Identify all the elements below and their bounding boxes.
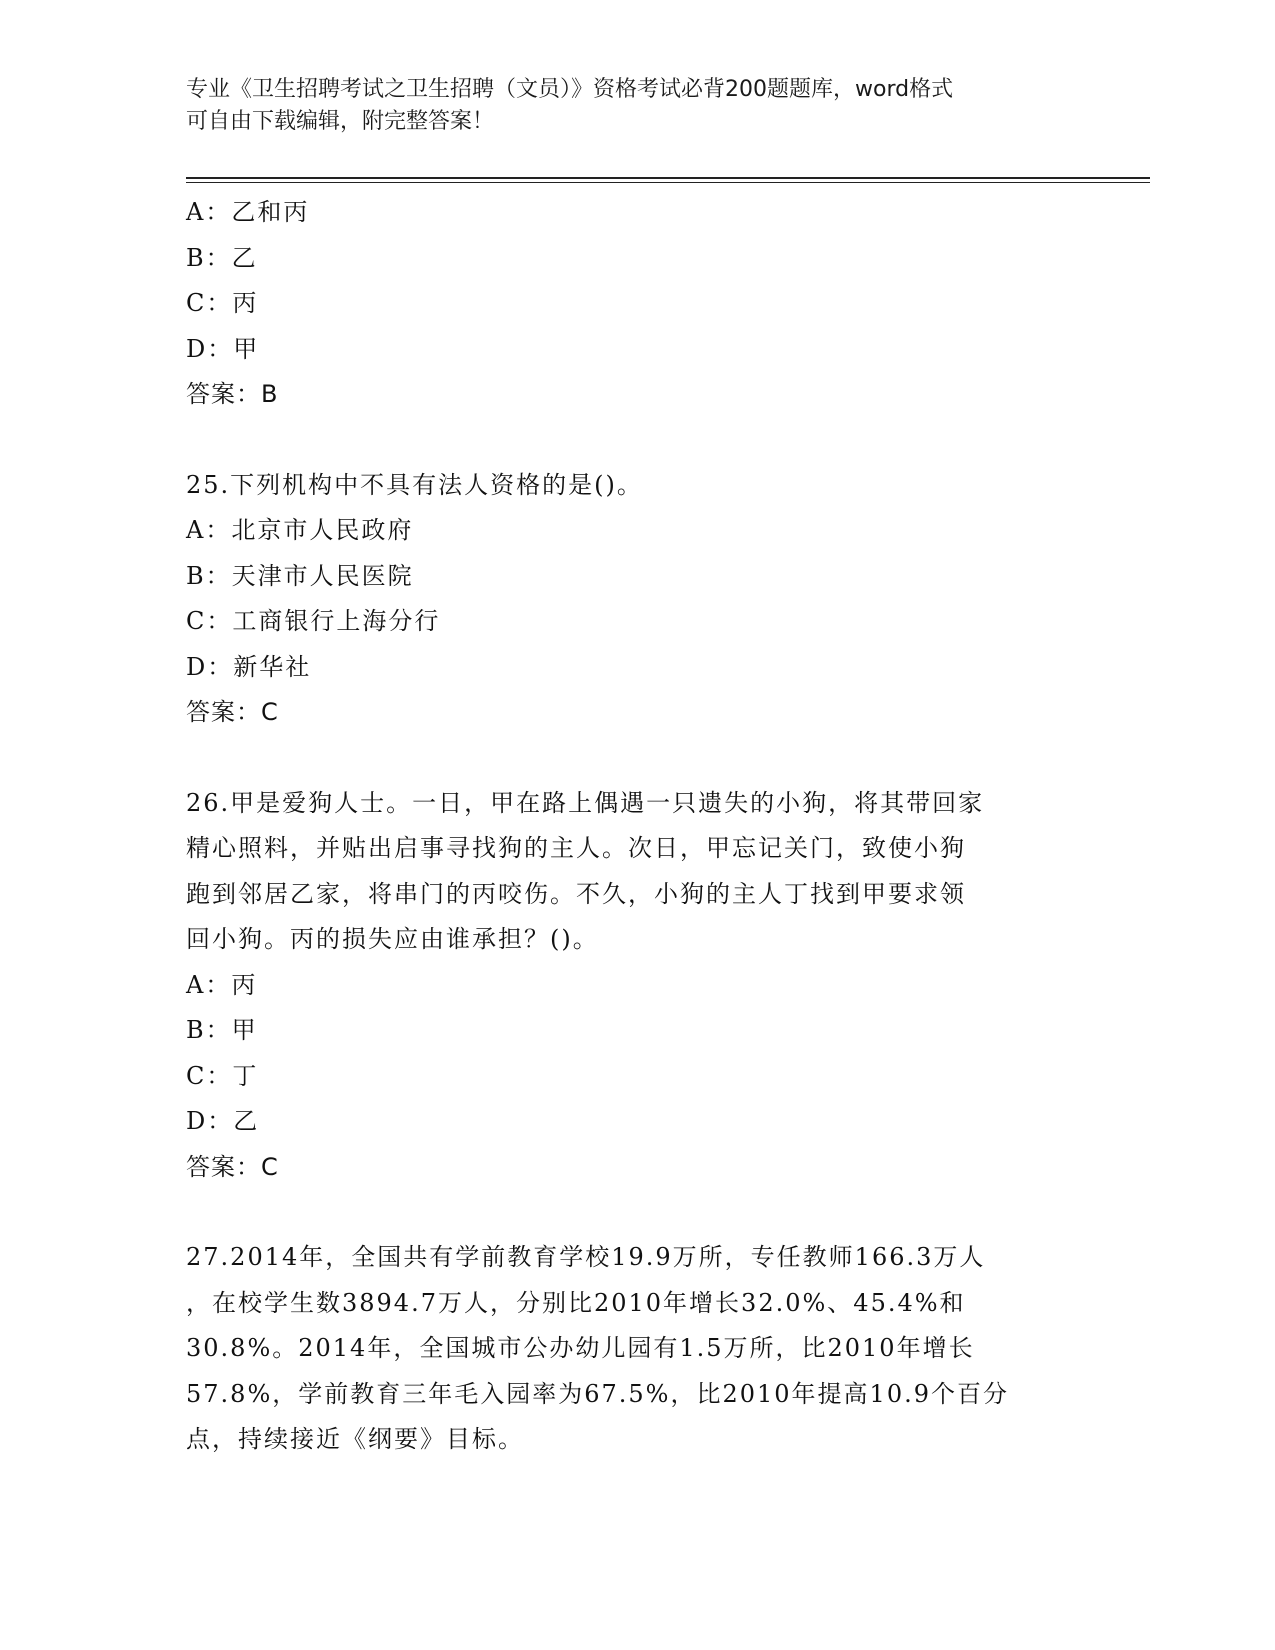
option-b: B：乙 xyxy=(186,243,258,272)
option-b: B：天津市人民医院 xyxy=(186,561,414,590)
question-text: 25.下列机构中不具有法人资格的是()。 xyxy=(186,470,643,499)
option-a: A：丙 xyxy=(186,970,258,999)
option-a: A：乙和丙 xyxy=(186,198,310,226)
option-b: B：甲 xyxy=(186,1016,258,1044)
answer: 答案：B xyxy=(186,380,279,408)
header-line-2: 可自由下载编辑，附完整答案！ xyxy=(186,109,495,134)
answer: 答案：C xyxy=(186,698,279,726)
document-header xyxy=(186,74,1066,138)
option-d: D：甲 xyxy=(186,334,260,363)
header-divider-thin xyxy=(186,182,1150,183)
option-d: D：新华社 xyxy=(186,652,312,681)
header-line-1: 专业《卫生招聘考试之卫生招聘（文员）》资格考试必背200题题库，word格式 xyxy=(186,77,954,102)
option-c: C：工商银行上海分行 xyxy=(186,607,441,635)
question-text-line: ，在校学生数3894.7万人，分别比2010年增长32.0%、45.4%和 xyxy=(186,1288,966,1317)
question-text-line: 26.甲是爱狗人士。一日，甲在路上偶遇一只遗失的小狗，将其带回家 xyxy=(186,788,985,817)
header-divider-thick xyxy=(186,177,1150,179)
answer: 答案：C xyxy=(186,1152,279,1181)
option-c: C：丁 xyxy=(186,1061,259,1090)
question-text-line: 27.2014年，全国共有学前教育学校19.9万所，专任教师166.3万人 xyxy=(186,1243,986,1271)
question-text-line: 精心照料，并贴出启事寻找狗的主人。次日，甲忘记关门，致使小狗 xyxy=(186,834,966,862)
question-text-line: 30.8%。2014年，全国城市公办幼儿园有1.5万所，比2010年增长 xyxy=(186,1334,975,1362)
question-text-line: 回小狗。丙的损失应由谁承担？()。 xyxy=(186,925,599,953)
question-26 xyxy=(186,781,1086,1191)
question-27 xyxy=(186,1235,1086,1463)
question-text-line: 跑到邻居乙家，将串门的丙咬伤。不久，小狗的主人丁找到甲要求领 xyxy=(186,879,966,908)
question-list xyxy=(186,190,1086,1463)
question-text-line: 点，持续接近《纲要》目标。 xyxy=(186,1425,524,1453)
question-25 xyxy=(186,463,1086,736)
question-24 xyxy=(186,190,1086,418)
question-text-line: 57.8%，学前教育三年毛入园率为67.5%，比2010年提高10.9个百分 xyxy=(186,1379,1009,1408)
option-a: A：北京市人民政府 xyxy=(186,516,414,544)
option-c: C：丙 xyxy=(186,289,259,317)
option-d: D：乙 xyxy=(186,1107,260,1135)
